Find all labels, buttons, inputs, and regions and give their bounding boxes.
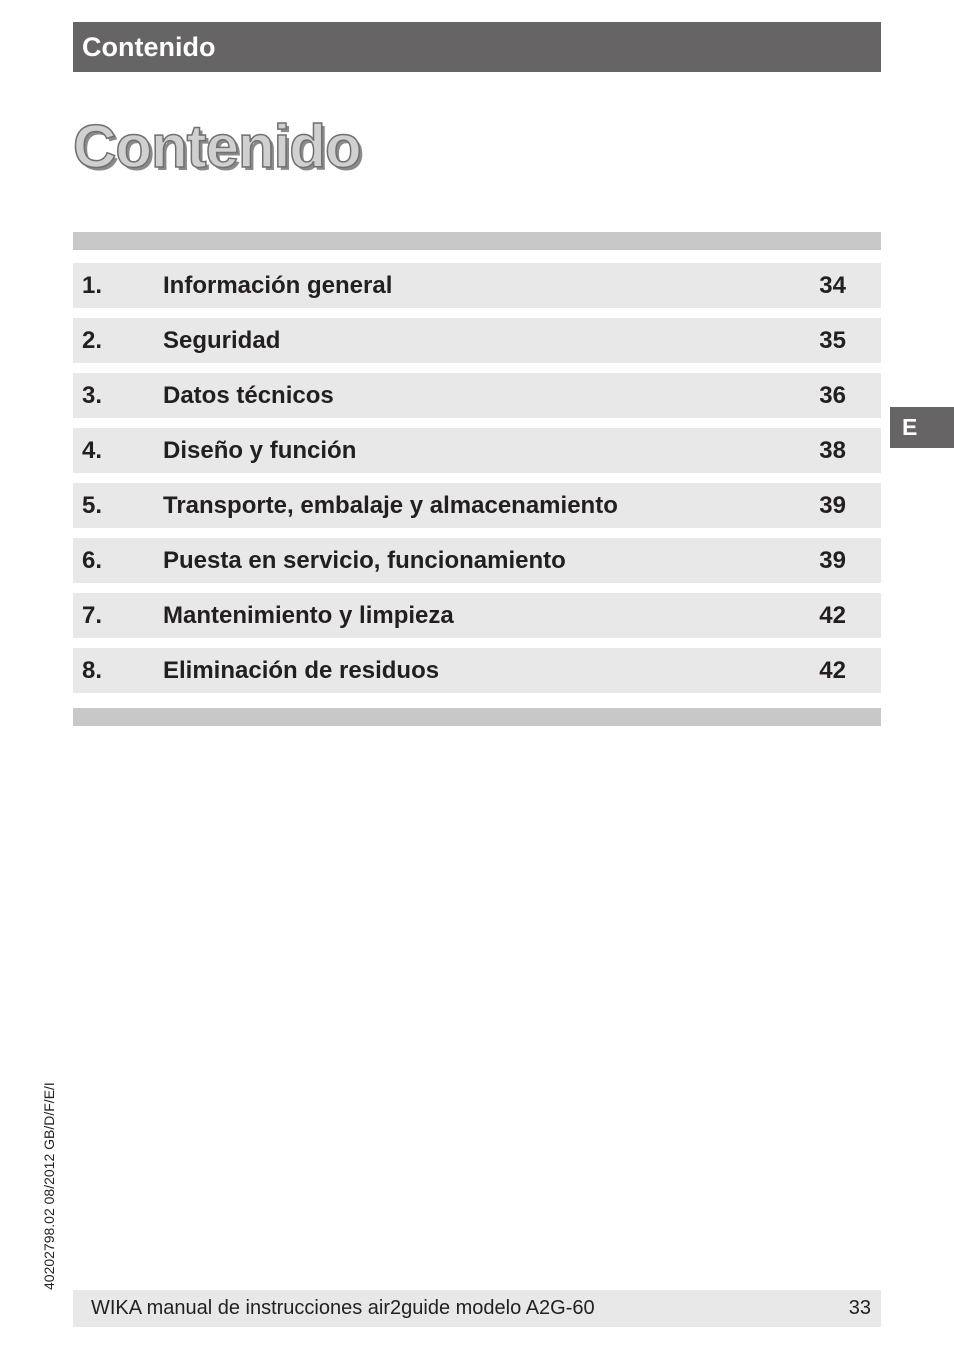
toc-entry-2[interactable] [73, 318, 881, 363]
toc-entry-page: 35 [819, 327, 846, 354]
toc-entry-5[interactable] [73, 483, 881, 528]
toc-entry-number: 6. [82, 547, 103, 574]
toc-entry-number: 3. [82, 382, 103, 409]
toc-entry-page: 34 [819, 272, 846, 299]
toc-entry-number: 2. [82, 327, 103, 354]
toc-entry-6[interactable] [73, 538, 881, 583]
toc-entry-8[interactable] [73, 648, 881, 693]
toc-entry-number: 5. [82, 492, 103, 519]
footer-text: WIKA manual de instrucciones air2guide modelo A2G-60 [91, 1297, 595, 1319]
section-header-title: Contenido [82, 32, 216, 62]
toc-entry-number: 7. [82, 602, 103, 629]
toc-entry-title: Transporte, embalaje y almacenamiento [163, 492, 618, 519]
document-code: 40202798.02 08/2012 GB/D/F/E/I [41, 1082, 57, 1290]
toc-entry-title: Diseño y función [163, 437, 357, 464]
toc-entry-3[interactable] [73, 373, 881, 418]
page-footer [73, 1290, 881, 1327]
toc-entry-7[interactable] [73, 593, 881, 638]
footer-page-number: 33 [848, 1297, 871, 1319]
toc-entry-page: 39 [819, 492, 846, 519]
table-of-contents [73, 263, 881, 703]
language-tab-label: E [902, 414, 918, 440]
toc-entry-page: 42 [819, 602, 846, 629]
language-tab[interactable] [890, 407, 954, 448]
toc-entry-number: 8. [82, 657, 103, 684]
toc-top-rule [73, 232, 881, 250]
section-header [73, 22, 881, 72]
toc-entry-number: 1. [82, 272, 103, 299]
toc-entry-1[interactable] [73, 263, 881, 308]
toc-entry-page: 36 [819, 382, 846, 409]
page-title: Contenido [73, 113, 361, 180]
toc-entry-title: Datos técnicos [163, 382, 334, 409]
toc-entry-title: Información general [163, 272, 393, 299]
toc-entry-number: 4. [82, 437, 103, 464]
toc-entry-title: Eliminación de residuos [163, 657, 440, 684]
toc-entry-title: Seguridad [163, 327, 281, 354]
toc-entry-title: Mantenimiento y limpieza [163, 602, 454, 629]
toc-bottom-rule [73, 708, 881, 726]
toc-entry-page: 39 [819, 547, 846, 574]
toc-entry-4[interactable] [73, 428, 881, 473]
toc-entry-page: 42 [819, 657, 846, 684]
toc-entry-page: 38 [819, 437, 846, 464]
toc-entry-title: Puesta en servicio, funcionamiento [163, 547, 566, 574]
